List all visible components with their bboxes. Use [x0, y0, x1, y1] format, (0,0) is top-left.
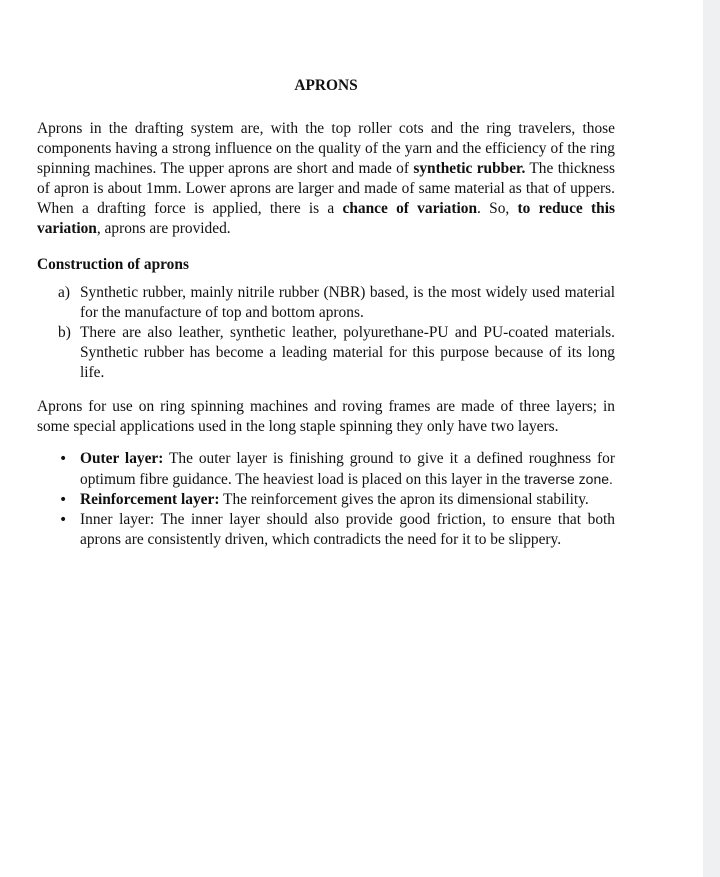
list-marker: b)	[58, 324, 71, 341]
construction-list	[37, 283, 615, 383]
intro-bold-reduce-variation: to reduce this variation	[37, 200, 615, 237]
list-item	[37, 449, 615, 490]
construction-heading: Construction of aprons	[37, 256, 189, 273]
bullet-icon: •	[59, 451, 68, 467]
list-item-text: Synthetic rubber, mainly nitrile rubber (NBR) based, is the most widely used material for the manufacture of top and bottom aprons.	[80, 284, 615, 321]
layers-intro-paragraph: Aprons for use on ring spinning machines and roving frames are made of three layers; in some special applications used in the long staple spinning they only have two layers.	[37, 398, 615, 435]
page-title: APRONS	[294, 77, 358, 94]
list-marker: a)	[58, 284, 70, 301]
layer-text-reinforcement: The reinforcement gives the apron its dimensional stability.	[219, 491, 589, 508]
intro-text-2: The thickness of apron is about 1mm. Lower aprons are larger and made of same material as that of uppers. When a drafting force is applied, there is a	[37, 160, 615, 217]
intro-text-3: . So,	[477, 200, 518, 217]
document-content	[37, 76, 615, 550]
layer-label-reinforcement: Reinforcement layer:	[80, 491, 220, 508]
layer-text-outer: The outer layer is finishing ground to give it a defined roughness for optimum fibre guidance. The heaviest load is placed on this layer in the	[80, 450, 615, 488]
list-item	[37, 510, 615, 550]
intro-text-1: Aprons in the drafting system are, with the top roller cots and the ring travelers, those components having a strong influence on the quality of the yarn and the efficiency of the ring spinning machines. The upper aprons are short and made of	[37, 120, 615, 177]
layer-text-inner: Inner layer: The inner layer should also provide good friction, to ensure that both aprons are consistently driven, which contradicts the need for it to be slippery.	[80, 511, 615, 548]
layer-text-outer-tail: traverse zone.	[524, 471, 613, 487]
list-item	[37, 283, 615, 323]
layers-list	[37, 449, 615, 550]
bullet-icon: •	[59, 512, 68, 528]
viewer-right-margin	[703, 0, 720, 877]
intro-bold-synthetic-rubber: synthetic rubber.	[413, 160, 526, 177]
bullet-icon: •	[59, 492, 68, 508]
intro-paragraph	[37, 119, 615, 239]
list-item	[37, 490, 615, 510]
layer-label-outer: Outer layer:	[80, 450, 164, 467]
list-item-text: There are also leather, synthetic leather, polyurethane-PU and PU-coated materials. Synthetic rubber has become a leading material for this purpose because of its long life.	[80, 324, 615, 381]
intro-text-4: , aprons are provided.	[96, 220, 231, 237]
intro-bold-chance-of-variation: chance of variation	[342, 200, 478, 217]
list-item	[37, 323, 615, 383]
